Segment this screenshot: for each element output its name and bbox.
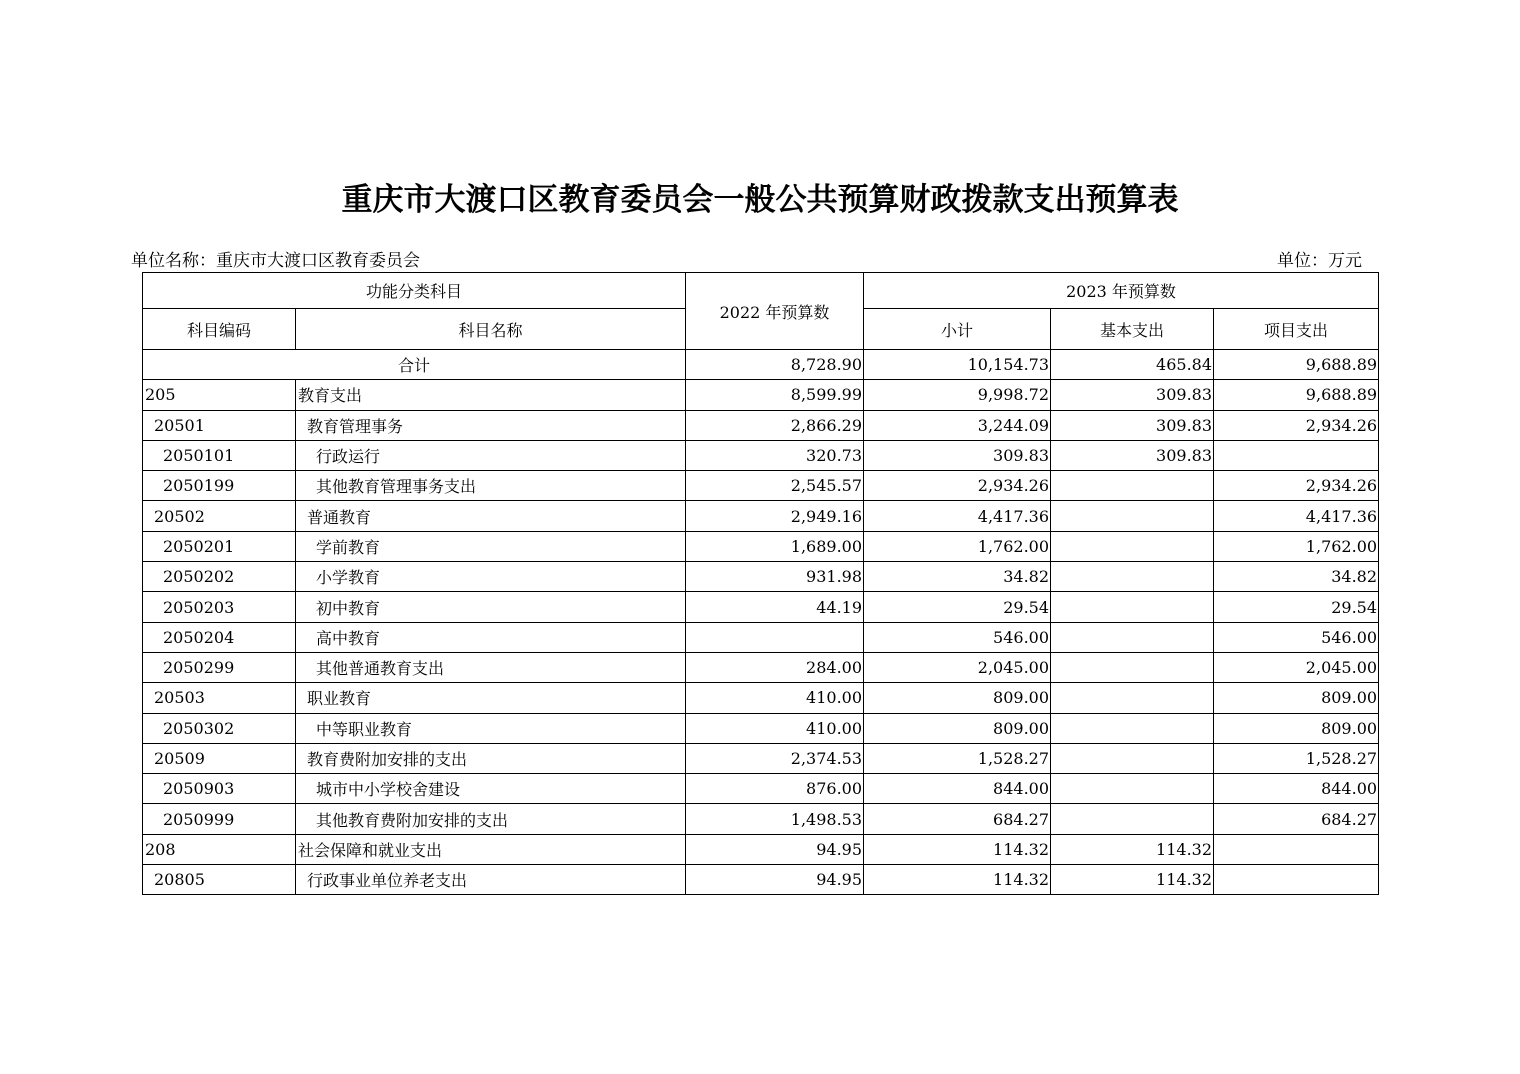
cell-name: 城市中小学校舍建设	[296, 774, 686, 804]
cell-basic	[1051, 683, 1214, 713]
cell-subtotal: 9,998.72	[864, 380, 1051, 410]
header-budget-2023: 2023 年预算数	[864, 273, 1379, 309]
cell-basic: 309.83	[1051, 410, 1214, 440]
cell-name: 普通教育	[296, 501, 686, 531]
total-project: 9,688.89	[1214, 350, 1379, 380]
table-row	[143, 683, 1379, 713]
total-subtotal: 10,154.73	[864, 350, 1051, 380]
cell-subtotal: 844.00	[864, 774, 1051, 804]
cell-b2022: 94.95	[686, 834, 864, 864]
cell-b2022	[686, 622, 864, 652]
table-row	[143, 774, 1379, 804]
cell-name: 社会保障和就业支出	[296, 834, 686, 864]
header-name: 科目名称	[296, 309, 686, 350]
cell-b2022: 2,545.57	[686, 471, 864, 501]
cell-project: 844.00	[1214, 774, 1379, 804]
unit-name-label: 单位名称：重庆市大渡口区教育委员会	[131, 251, 420, 271]
header-project: 项目支出	[1214, 309, 1379, 350]
cell-name: 初中教育	[296, 592, 686, 622]
cell-project	[1214, 865, 1379, 895]
cell-project: 684.27	[1214, 804, 1379, 834]
unit-label: 单位：万元	[1277, 251, 1362, 271]
cell-code: 20501	[143, 410, 296, 440]
cell-code: 2050999	[143, 804, 296, 834]
cell-code: 20502	[143, 501, 296, 531]
cell-basic	[1051, 501, 1214, 531]
cell-b2022: 410.00	[686, 713, 864, 743]
cell-name: 其他教育管理事务支出	[296, 471, 686, 501]
cell-code: 2050201	[143, 531, 296, 561]
table-row	[143, 380, 1379, 410]
cell-name: 教育管理事务	[296, 410, 686, 440]
cell-basic	[1051, 531, 1214, 561]
cell-project	[1214, 440, 1379, 470]
cell-name: 行政事业单位养老支出	[296, 865, 686, 895]
cell-subtotal: 29.54	[864, 592, 1051, 622]
header-func-class: 功能分类科目	[143, 273, 686, 309]
cell-subtotal: 2,045.00	[864, 652, 1051, 682]
cell-b2022: 94.95	[686, 865, 864, 895]
cell-project: 1,528.27	[1214, 743, 1379, 773]
header-budget-2022: 2022 年预算数	[686, 273, 864, 350]
cell-project: 1,762.00	[1214, 531, 1379, 561]
table-row	[143, 592, 1379, 622]
cell-code: 208	[143, 834, 296, 864]
cell-b2022: 44.19	[686, 592, 864, 622]
cell-b2022: 8,599.99	[686, 380, 864, 410]
cell-name: 高中教育	[296, 622, 686, 652]
table-row	[143, 501, 1379, 531]
table-body	[143, 350, 1379, 895]
cell-basic	[1051, 713, 1214, 743]
budget-table	[142, 272, 1379, 895]
cell-name: 行政运行	[296, 440, 686, 470]
cell-subtotal: 1,528.27	[864, 743, 1051, 773]
cell-b2022: 876.00	[686, 774, 864, 804]
table-row	[143, 713, 1379, 743]
header-subtotal: 小计	[864, 309, 1051, 350]
cell-name: 职业教育	[296, 683, 686, 713]
cell-code: 20503	[143, 683, 296, 713]
cell-b2022: 320.73	[686, 440, 864, 470]
table-row	[143, 834, 1379, 864]
cell-subtotal: 2,934.26	[864, 471, 1051, 501]
table-row	[143, 804, 1379, 834]
table-row	[143, 562, 1379, 592]
cell-basic	[1051, 622, 1214, 652]
cell-b2022: 2,949.16	[686, 501, 864, 531]
cell-project: 29.54	[1214, 592, 1379, 622]
cell-basic: 114.32	[1051, 834, 1214, 864]
total-basic: 465.84	[1051, 350, 1214, 380]
cell-code: 2050101	[143, 440, 296, 470]
header-code: 科目编码	[143, 309, 296, 350]
cell-code: 2050202	[143, 562, 296, 592]
cell-project: 809.00	[1214, 713, 1379, 743]
table-row	[143, 622, 1379, 652]
cell-basic: 309.83	[1051, 380, 1214, 410]
cell-subtotal: 809.00	[864, 713, 1051, 743]
cell-subtotal: 114.32	[864, 834, 1051, 864]
table-row	[143, 440, 1379, 470]
cell-project: 9,688.89	[1214, 380, 1379, 410]
cell-project: 546.00	[1214, 622, 1379, 652]
cell-basic	[1051, 804, 1214, 834]
table-row	[143, 865, 1379, 895]
cell-basic: 114.32	[1051, 865, 1214, 895]
cell-name: 中等职业教育	[296, 713, 686, 743]
cell-subtotal: 809.00	[864, 683, 1051, 713]
cell-project: 34.82	[1214, 562, 1379, 592]
cell-b2022: 1,498.53	[686, 804, 864, 834]
cell-basic	[1051, 562, 1214, 592]
cell-name: 其他普通教育支出	[296, 652, 686, 682]
total-label: 合计	[143, 350, 686, 380]
cell-project: 809.00	[1214, 683, 1379, 713]
cell-code: 20805	[143, 865, 296, 895]
cell-b2022: 410.00	[686, 683, 864, 713]
cell-basic	[1051, 652, 1214, 682]
cell-subtotal: 1,762.00	[864, 531, 1051, 561]
cell-name: 学前教育	[296, 531, 686, 561]
cell-code: 2050299	[143, 652, 296, 682]
cell-subtotal: 309.83	[864, 440, 1051, 470]
cell-code: 2050903	[143, 774, 296, 804]
cell-basic	[1051, 471, 1214, 501]
cell-name: 教育支出	[296, 380, 686, 410]
cell-b2022: 1,689.00	[686, 531, 864, 561]
cell-name: 其他教育费附加安排的支出	[296, 804, 686, 834]
cell-basic	[1051, 774, 1214, 804]
cell-subtotal: 3,244.09	[864, 410, 1051, 440]
cell-subtotal: 546.00	[864, 622, 1051, 652]
cell-b2022: 2,866.29	[686, 410, 864, 440]
cell-code: 20509	[143, 743, 296, 773]
table-row	[143, 743, 1379, 773]
cell-basic	[1051, 743, 1214, 773]
page-title: 重庆市大渡口区教育委员会一般公共预算财政拨款支出预算表	[341, 182, 1179, 218]
total-b2022: 8,728.90	[686, 350, 864, 380]
cell-subtotal: 684.27	[864, 804, 1051, 834]
cell-code: 2050204	[143, 622, 296, 652]
cell-name: 小学教育	[296, 562, 686, 592]
cell-b2022: 931.98	[686, 562, 864, 592]
cell-subtotal: 34.82	[864, 562, 1051, 592]
cell-subtotal: 114.32	[864, 865, 1051, 895]
cell-basic: 309.83	[1051, 440, 1214, 470]
table-row	[143, 652, 1379, 682]
cell-project: 2,934.26	[1214, 410, 1379, 440]
table-row	[143, 531, 1379, 561]
cell-b2022: 284.00	[686, 652, 864, 682]
header-basic: 基本支出	[1051, 309, 1214, 350]
cell-b2022: 2,374.53	[686, 743, 864, 773]
cell-project: 4,417.36	[1214, 501, 1379, 531]
cell-code: 2050203	[143, 592, 296, 622]
cell-code: 205	[143, 380, 296, 410]
cell-project: 2,045.00	[1214, 652, 1379, 682]
table-row	[143, 471, 1379, 501]
cell-subtotal: 4,417.36	[864, 501, 1051, 531]
cell-project	[1214, 834, 1379, 864]
cell-name: 教育费附加安排的支出	[296, 743, 686, 773]
total-row	[143, 350, 1379, 380]
header-row-1	[143, 273, 1379, 309]
cell-code: 2050302	[143, 713, 296, 743]
cell-basic	[1051, 592, 1214, 622]
cell-code: 2050199	[143, 471, 296, 501]
table-row	[143, 410, 1379, 440]
cell-project: 2,934.26	[1214, 471, 1379, 501]
